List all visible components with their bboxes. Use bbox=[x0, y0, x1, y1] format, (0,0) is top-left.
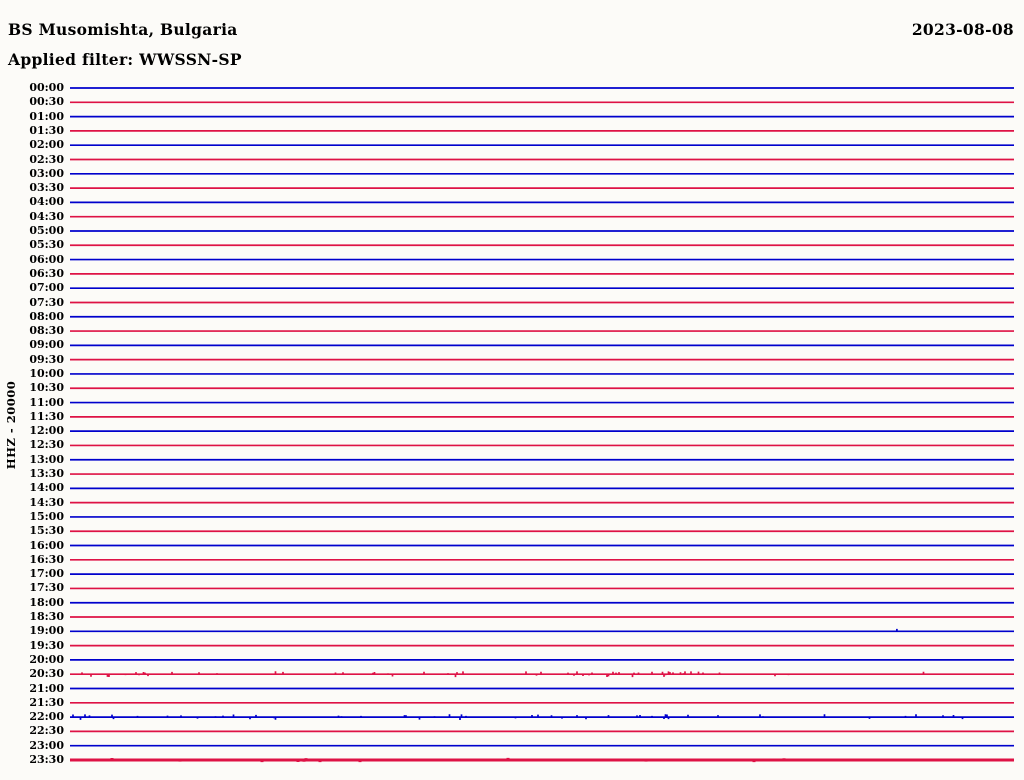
trace-time-label: 07:00 bbox=[29, 281, 64, 295]
trace-time-label: 05:00 bbox=[29, 224, 64, 237]
trace-time-label: 08:00 bbox=[29, 309, 64, 323]
trace-time-label: 17:30 bbox=[29, 581, 64, 595]
trace-time-label: 23:00 bbox=[29, 738, 64, 752]
trace-time-label: 16:30 bbox=[29, 552, 64, 566]
trace-time-label: 14:00 bbox=[29, 481, 64, 495]
trace-time-label: 17:00 bbox=[29, 567, 64, 581]
trace-time-label: 23:30 bbox=[29, 753, 64, 766]
applied-filter-label: Applied filter: WWSSN-SP bbox=[8, 50, 242, 69]
trace-time-label: 09:00 bbox=[29, 338, 64, 352]
trace-line bbox=[70, 714, 1014, 720]
trace-time-label: 11:30 bbox=[29, 409, 64, 423]
date-label: 2023-08-08 bbox=[911, 20, 1014, 39]
trace-time-label: 03:30 bbox=[29, 181, 64, 195]
trace-time-label: 20:30 bbox=[29, 667, 64, 681]
trace-time-label: 18:00 bbox=[29, 595, 64, 609]
channel-scale-label: HHZ - 20000 bbox=[4, 380, 18, 470]
trace-time-label: 02:00 bbox=[29, 138, 64, 152]
trace-time-label: 01:30 bbox=[29, 123, 64, 137]
trace-time-label: 22:30 bbox=[29, 724, 64, 738]
trace-time-label: 08:30 bbox=[29, 324, 64, 338]
trace-time-label: 15:00 bbox=[29, 509, 64, 523]
trace-time-label: 12:00 bbox=[29, 424, 64, 438]
trace-time-label: 15:30 bbox=[29, 524, 64, 538]
trace-time-label: 01:00 bbox=[29, 109, 64, 123]
trace-time-label: 11:00 bbox=[29, 395, 64, 409]
trace-time-label: 00:00 bbox=[29, 81, 64, 94]
trace-time-label: 22:00 bbox=[29, 710, 64, 724]
trace-time-label: 21:00 bbox=[29, 681, 64, 695]
trace-time-label: 18:30 bbox=[29, 610, 64, 623]
trace-time-label: 14:30 bbox=[29, 495, 64, 509]
trace-time-label: 04:30 bbox=[29, 209, 64, 223]
trace-time-label: 10:30 bbox=[29, 381, 64, 395]
trace-time-label: 13:00 bbox=[29, 452, 64, 466]
trace-time-label: 03:00 bbox=[29, 166, 64, 180]
station-title: BS Musomishta, Bulgaria bbox=[8, 20, 238, 39]
trace-time-label: 12:30 bbox=[29, 438, 64, 452]
trace-line bbox=[70, 758, 1014, 762]
trace-time-label: 20:00 bbox=[29, 652, 64, 666]
trace-time-label: 16:00 bbox=[29, 538, 64, 552]
trace-time-label: 04:00 bbox=[29, 195, 64, 209]
trace-time-label: 05:30 bbox=[29, 238, 64, 252]
trace-line bbox=[70, 629, 1014, 632]
trace-time-label: 19:30 bbox=[29, 638, 64, 652]
trace-line bbox=[70, 671, 1014, 677]
trace-time-label: 00:30 bbox=[29, 95, 64, 109]
trace-time-label: 06:30 bbox=[29, 266, 64, 280]
trace-time-label: 10:00 bbox=[29, 367, 64, 380]
trace-time-label: 07:30 bbox=[29, 295, 64, 309]
trace-time-label: 13:30 bbox=[29, 467, 64, 480]
trace-time-label: 19:00 bbox=[29, 624, 64, 638]
trace-time-label: 09:30 bbox=[29, 352, 64, 366]
trace-time-label: 21:30 bbox=[29, 695, 64, 709]
trace-time-label: 06:00 bbox=[29, 252, 64, 266]
trace-time-label: 02:30 bbox=[29, 152, 64, 166]
